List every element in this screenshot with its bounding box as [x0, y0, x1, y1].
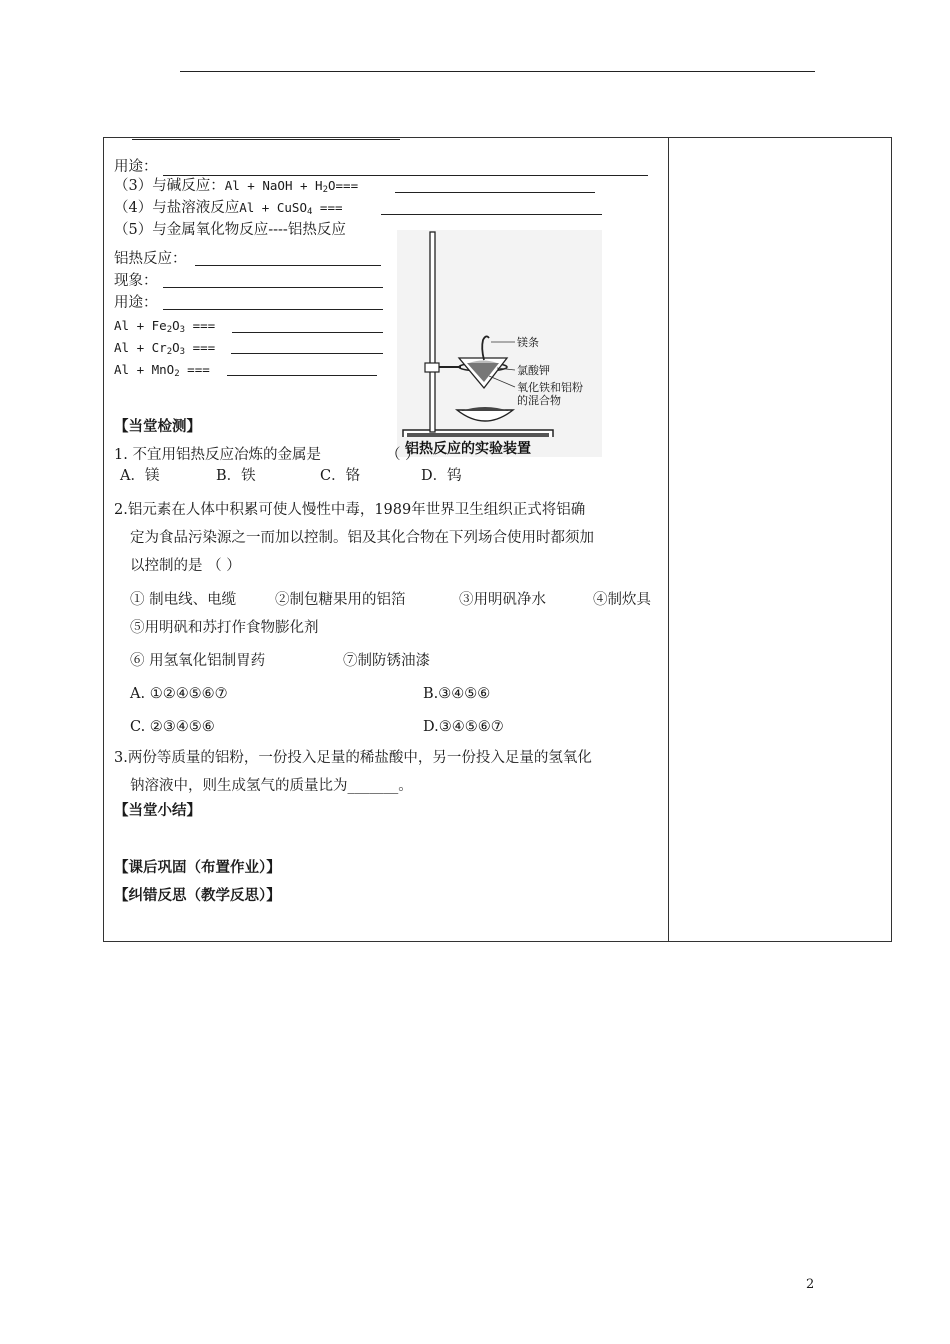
eq-subscript: 3: [179, 325, 186, 335]
label-potassium-chlorate: 氯酸钾: [517, 364, 550, 377]
thermite-blank: [195, 265, 381, 266]
section-homework-heading: 【课后巩固（布置作业）】: [114, 859, 281, 876]
eq-part: ===: [312, 200, 343, 215]
label-mixture-line2: 的混合物: [517, 394, 561, 407]
label-magnesium-ribbon: 镁条: [517, 336, 539, 349]
base-reaction-label: [114, 177, 358, 199]
oxide-reaction-label: （5）与金属氧化物反应----铝热反应: [114, 222, 346, 238]
q2-line1: 2.铝元素在人体中积累可使人慢性中毒，1989年世界卫生组织正式将铝确: [114, 502, 586, 518]
eq-part: ===: [185, 318, 216, 333]
eq-part: Al + Fe: [114, 318, 167, 333]
base-reaction-blank: [395, 192, 595, 193]
eq-part: ===: [179, 362, 210, 377]
q1-option-d: D．钨: [421, 468, 462, 484]
salt-reaction-text: （4）与盐溶液反应: [114, 200, 240, 216]
table-column-divider: [668, 137, 669, 942]
usage-label: 用途：: [114, 159, 158, 175]
section-check-heading: 【当堂检测】: [114, 418, 201, 435]
thermite-label: 铝热反应：: [114, 251, 187, 267]
blank-line: [132, 139, 400, 140]
eq-part: O: [172, 340, 180, 355]
q2-line3: 以控制的是 （ ）: [130, 558, 241, 574]
salt-reaction-equation: [239, 200, 342, 215]
q3-line2: 钠溶液中，则生成氢气的质量比为_______。: [130, 778, 413, 794]
q2-option-b: B.③④⑤⑥: [423, 686, 491, 702]
mno2-blank: [227, 375, 377, 376]
q2-line2: 定为食品污染源之一而加以控制。铝及其化合物在下列场合使用时都须加: [130, 530, 594, 546]
page-number: 2: [806, 1277, 815, 1292]
eq-subscript: 4: [306, 207, 313, 217]
apparatus-drawing: [397, 230, 602, 457]
eq-subscript: 2: [166, 325, 173, 335]
eq-subscript: 2: [166, 347, 173, 357]
phenomenon-blank: [163, 287, 383, 288]
q2-item-7: ⑦制防锈油漆: [343, 653, 430, 669]
cr2o3-blank: [231, 353, 383, 354]
fe2o3-blank: [232, 332, 383, 333]
q2-option-a: A. ①②④⑤⑥⑦: [130, 686, 228, 702]
eq-part: O: [172, 318, 180, 333]
q2-item-1: ① 制电线、电缆: [130, 592, 237, 608]
q3-line1: 3.两份等质量的铝粉，一份投入足量的稀盐酸中，另一份投入足量的氢氧化: [114, 750, 592, 766]
q1-option-a: A．镁: [120, 468, 160, 484]
q1-option-c: C．铬: [320, 468, 361, 484]
header-rule: [180, 71, 815, 72]
eq-part: Al + Cr: [114, 340, 167, 355]
equation-fe2o3: [114, 317, 215, 339]
label-mixture-line1: 氧化铁和铝粉: [517, 381, 583, 394]
thermite-apparatus-figure: [397, 230, 602, 457]
eq-part: Al + MnO: [114, 362, 175, 377]
q2-option-c: C. ②③④⑤⑥: [130, 719, 215, 735]
eq-subscript: 3: [179, 347, 186, 357]
q1-option-b: B．铁: [216, 468, 256, 484]
eq-part: Al + CuSO: [239, 200, 307, 215]
q2-item-5: ⑤用明矾和苏打作食物膨化剂: [130, 620, 319, 636]
section-reflection-heading: 【纠错反思（教学反思）】: [114, 887, 281, 904]
q2-item-4: ④制炊具: [593, 592, 651, 608]
eq-subscript: 2: [322, 185, 328, 195]
usage-label-2: 用途：: [114, 295, 158, 311]
base-reaction-equation: [225, 178, 358, 193]
figure-caption: 铝热反应的实验装置: [405, 441, 531, 457]
q1-paren: （ ）: [386, 447, 420, 463]
equation-cr2o3: [114, 339, 215, 361]
equation-mno2: [114, 361, 210, 383]
q2-item-3: ③用明矾净水: [459, 592, 546, 608]
base-reaction-text: （3）与碱反应：: [114, 178, 225, 194]
eq-part: Al + NaOH + H: [224, 178, 323, 193]
salt-reaction-label: [114, 199, 343, 221]
section-summary-heading: 【当堂小结】: [114, 802, 201, 819]
q1-stem: 1. 不宜用铝热反应冶炼的金属是: [114, 447, 321, 463]
eq-part: ===: [185, 340, 216, 355]
eq-subscript: 2: [174, 369, 180, 379]
q2-item-6: ⑥ 用氢氧化铝制胃药: [130, 653, 266, 669]
q2-item-2: ②制包糖果用的铝箔: [275, 592, 406, 608]
usage-blank: [163, 175, 648, 176]
eq-part: O===: [328, 178, 359, 193]
usage-blank-2: [163, 309, 383, 310]
phenomenon-label: 现象：: [114, 273, 158, 289]
q2-option-d: D.③④⑤⑥⑦: [423, 719, 504, 735]
salt-reaction-blank: [381, 214, 602, 215]
